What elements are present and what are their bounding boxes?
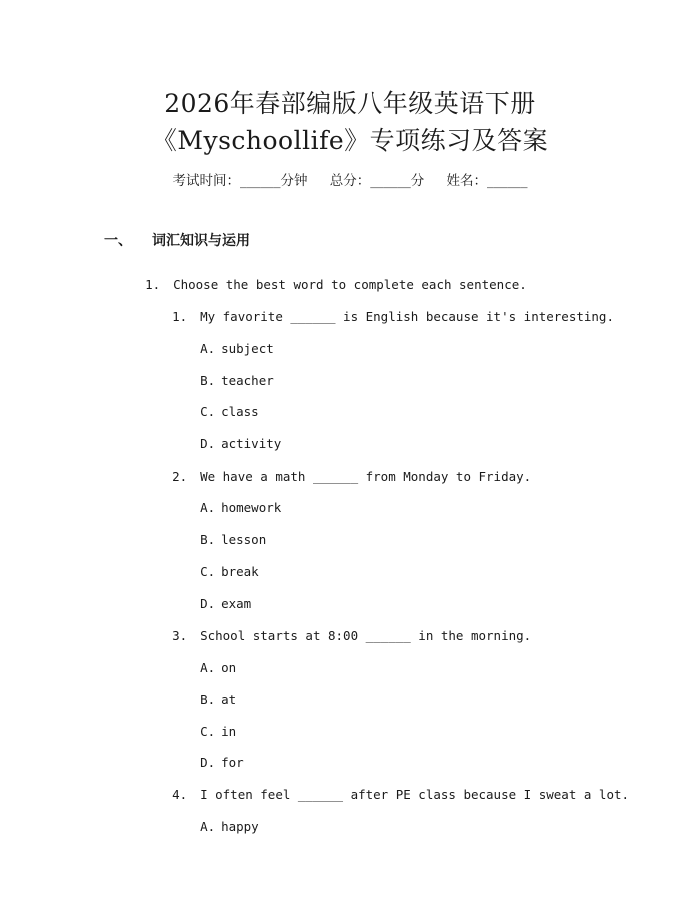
option	[185, 549, 259, 579]
section-number: 一、	[104, 233, 132, 249]
option-letter: C.	[200, 724, 216, 739]
option-text: at	[221, 692, 237, 707]
question-text: My favorite ______ is English because it's interesting.	[200, 309, 614, 324]
option-text: break	[221, 564, 259, 579]
option	[185, 709, 236, 739]
option-text: on	[221, 660, 237, 675]
option-letter: C.	[200, 404, 216, 419]
option-letter: A.	[200, 341, 216, 356]
total-score-field: 总分：______分	[329, 173, 425, 189]
question-text: School starts at 8:00 ______ in the morning.	[200, 628, 532, 643]
question-4	[157, 772, 629, 802]
instruction-number: 1.	[145, 277, 161, 292]
option-letter: B.	[200, 532, 216, 547]
instruction-line	[130, 262, 527, 292]
question-number: 3.	[172, 628, 188, 643]
option-text: teacher	[221, 373, 274, 388]
option-text: for	[221, 755, 244, 770]
option-letter: D.	[200, 755, 216, 770]
exam-info	[0, 169, 700, 189]
option-text: subject	[221, 341, 274, 356]
question-text: We have a math ______ from Monday to Friday.	[200, 469, 532, 484]
option-text: class	[221, 404, 259, 419]
option	[185, 485, 281, 515]
question-3	[157, 613, 531, 643]
question-2	[157, 454, 531, 484]
option-letter: A.	[200, 500, 216, 515]
student-name-field: 姓名：______	[446, 173, 528, 189]
option	[185, 358, 274, 388]
option-letter: B.	[200, 692, 216, 707]
option	[185, 326, 274, 356]
option-text: happy	[221, 819, 259, 834]
section-title: 词汇知识与运用	[152, 233, 250, 249]
option-text: in	[221, 724, 237, 739]
option	[185, 804, 259, 834]
option	[185, 421, 281, 451]
option	[185, 389, 259, 419]
question-number: 1.	[172, 309, 188, 324]
option	[185, 740, 244, 770]
question-number: 2.	[172, 469, 188, 484]
option-text: exam	[221, 596, 252, 611]
option-text: homework	[221, 500, 282, 515]
option-letter: D.	[200, 436, 216, 451]
option-letter: B.	[200, 373, 216, 388]
option	[185, 645, 236, 675]
document-title-line1: 2026年春部编版八年级英语下册	[164, 89, 536, 118]
option-letter: D.	[200, 596, 216, 611]
option-letter: A.	[200, 819, 216, 834]
section-heading	[104, 230, 250, 250]
option-text: activity	[221, 436, 282, 451]
option	[185, 677, 236, 707]
question-number: 4.	[172, 787, 188, 802]
option-text: lesson	[221, 532, 267, 547]
option	[185, 581, 251, 611]
exam-time-field: 考试时间：______分钟	[172, 173, 308, 189]
document-title-line2: 《Myschoollife》专项练习及答案	[151, 126, 549, 155]
question-1	[157, 294, 614, 324]
instruction-text: Choose the best word to complete each sentence.	[173, 277, 527, 292]
option	[185, 517, 266, 547]
question-text: I often feel ______ after PE class because I sweat a lot.	[200, 787, 630, 802]
option-letter: A.	[200, 660, 216, 675]
option-letter: C.	[200, 564, 216, 579]
